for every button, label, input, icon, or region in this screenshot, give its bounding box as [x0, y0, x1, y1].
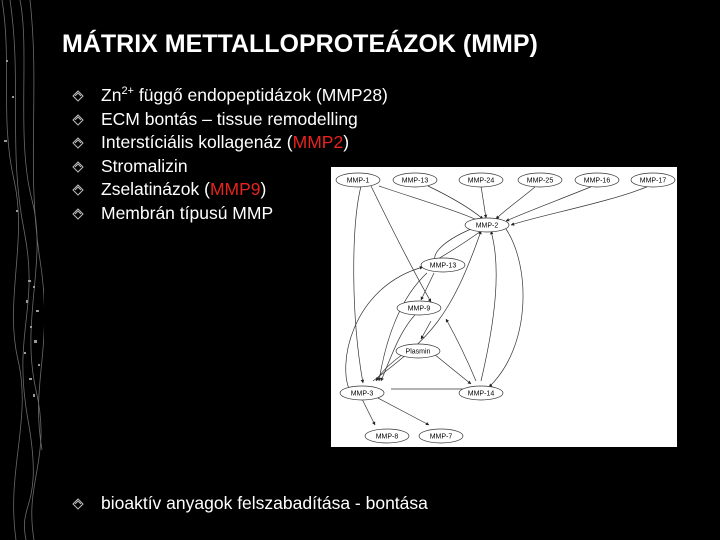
bullet-item [72, 492, 428, 516]
text-run: Membrán típusú MMP [101, 202, 274, 223]
text-run: Zselatinázok ( [101, 179, 210, 199]
bullet-text [101, 85, 388, 105]
bullet-item [72, 84, 388, 108]
node-label: MMP-13 [429, 262, 457, 270]
mmp-activation-diagram [331, 167, 677, 447]
node-label: MMP-17 [639, 177, 667, 185]
bullet-icon [72, 114, 84, 126]
text-run: Zn [101, 85, 122, 105]
superscript-text: 2+ [121, 85, 134, 98]
node-label: MMP-9 [407, 305, 431, 313]
bullet-icon [72, 184, 84, 196]
bullet-text [101, 132, 349, 152]
text-run: ) [343, 132, 350, 152]
text-run: ECM bontás – tissue remodelling [101, 108, 358, 129]
bullet-text [101, 179, 266, 199]
node-label: MMP-14 [467, 390, 495, 398]
bullet-icon [72, 161, 84, 173]
text-run: függő endopeptidázok (MMP28) [133, 85, 388, 105]
node-label: MMP-16 [583, 177, 611, 185]
text-run: Stromalizin [101, 155, 188, 176]
node-label: Plasmin [405, 348, 431, 356]
node-label: MMP-13 [401, 177, 429, 185]
decorative-strip [0, 0, 44, 540]
bullet-icon [72, 90, 84, 102]
bullet-text [101, 156, 188, 176]
page-title: MÁTRIX METTALLOPROTEÁZOK (MMP) [62, 30, 538, 58]
bullet-icon [72, 208, 84, 220]
node-label: MMP-25 [526, 177, 554, 185]
text-run: Interstíciális kollagenáz ( [101, 132, 293, 152]
highlight-text: MMP9 [209, 179, 261, 199]
node-label: MMP-24 [467, 177, 495, 185]
bullet-icon [72, 498, 84, 510]
highlight-text: MMP2 [292, 132, 344, 152]
node-label: MMP-8 [375, 433, 399, 441]
node-label: MMP-1 [346, 177, 370, 185]
bullet-text [101, 109, 358, 129]
bullet-text: bioaktív anyagok felszabadítása - bontása [101, 493, 428, 513]
bullet-icon [72, 137, 84, 149]
bullet-text [101, 203, 273, 223]
node-label: MMP-7 [429, 433, 453, 441]
node-label: MMP-3 [350, 390, 374, 398]
node-label: MMP-2 [475, 222, 499, 230]
text-run: ) [260, 179, 267, 199]
bullet-item [72, 131, 388, 155]
bullet-item [72, 108, 388, 132]
